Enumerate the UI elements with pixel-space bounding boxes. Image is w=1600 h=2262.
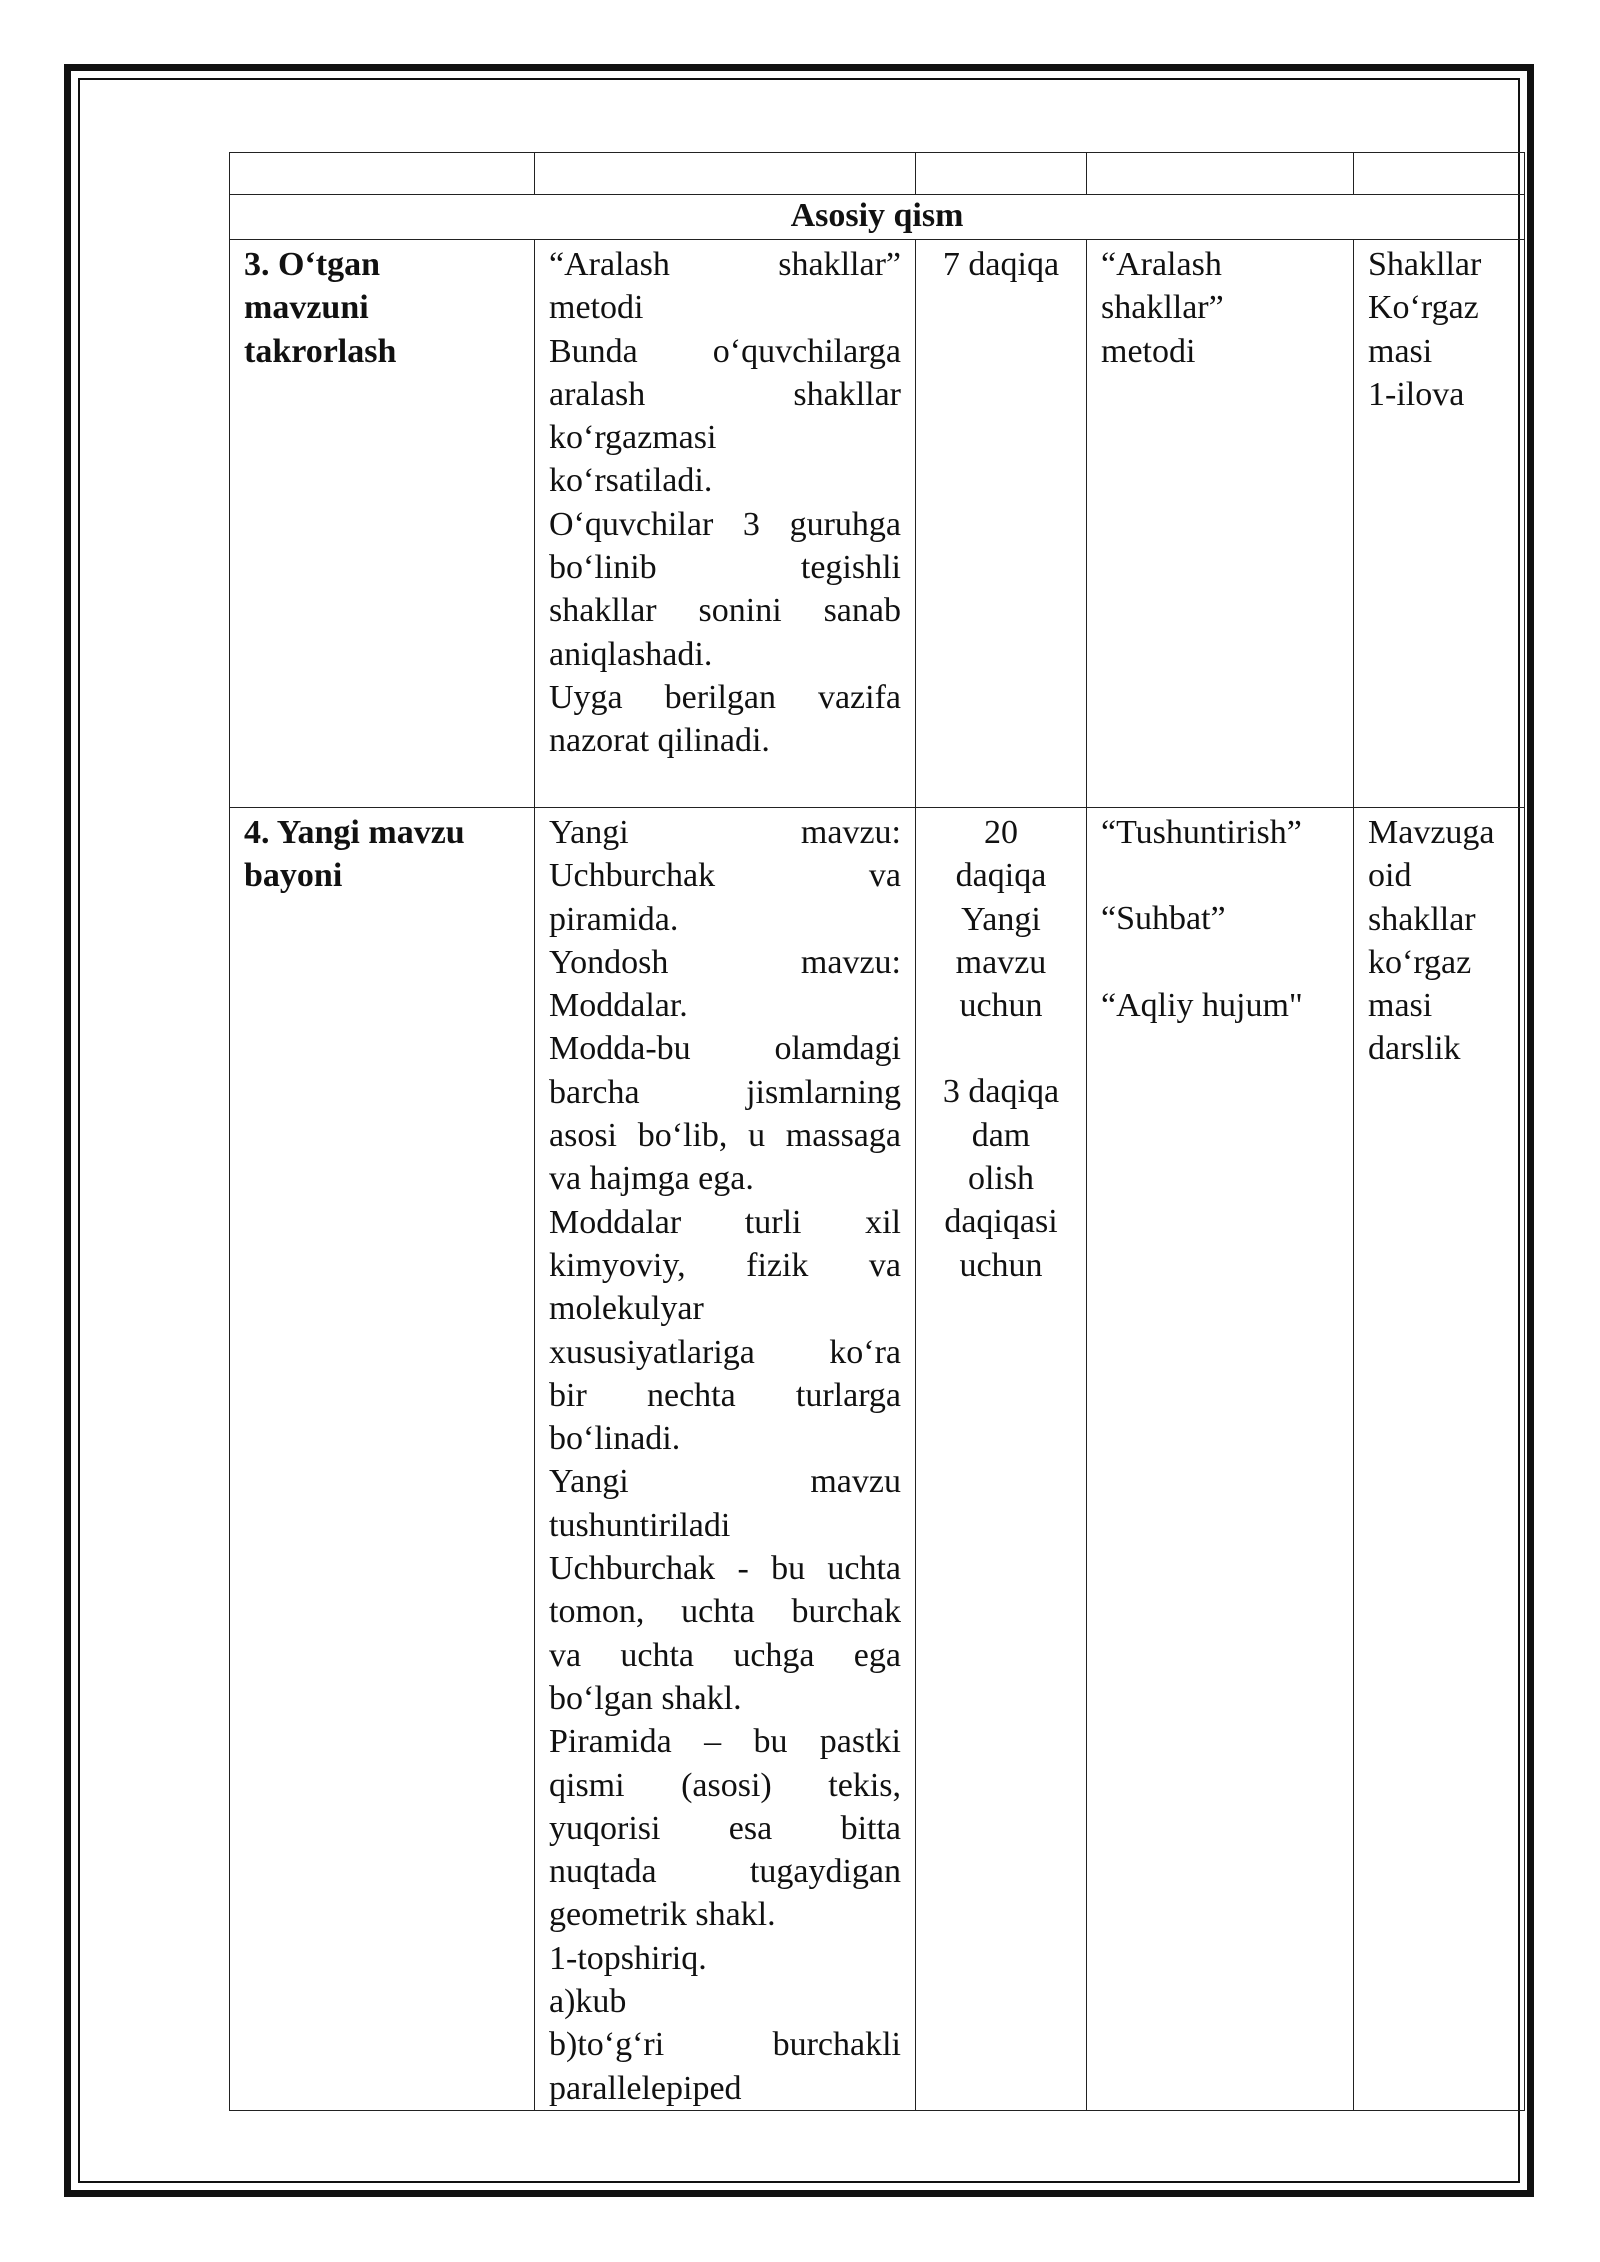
time-cell	[916, 240, 1087, 808]
text-line: Moddalar.	[549, 987, 688, 1025]
text-line: masi	[1368, 987, 1433, 1025]
text-line: Yondosh mavzu:	[549, 943, 901, 981]
text-line: shakllar”	[1101, 289, 1224, 327]
text-line: b)to‘g‘ri burchakli	[549, 2026, 901, 2064]
text-line: va hajmga ega.	[549, 1160, 754, 1198]
table-cell	[1354, 153, 1525, 195]
table-cell	[535, 153, 916, 195]
text-line: “Aralash shakllar”	[549, 246, 901, 283]
text-line: Uchburchak va	[549, 857, 901, 895]
stage-cell	[230, 240, 535, 808]
text-line: a)kub	[549, 1983, 627, 2021]
text-line: Uyga berilgan vazifa	[549, 678, 901, 716]
content-cell	[535, 808, 916, 2111]
resources-cell	[1354, 808, 1525, 2111]
table-cell	[916, 153, 1087, 195]
text-line: “Aqliy hujum"	[1101, 986, 1303, 1024]
text-line: bo‘linib tegishli	[549, 549, 901, 587]
text-line: piramida.	[549, 900, 679, 938]
text-line: Uchburchak - bu uchta	[549, 1550, 901, 1588]
text-line: shakllar sonini sanab	[549, 592, 901, 630]
text-line: aniqlashadi.	[549, 635, 713, 673]
table-row	[230, 808, 1525, 2111]
text-line: dam	[971, 1116, 1031, 1154]
text-line: bo‘lgan shakl.	[549, 1679, 742, 1717]
table-row	[230, 240, 1525, 808]
text-line: O‘quvchilar 3 guruhga	[549, 505, 901, 543]
text-line: xususiyatlariga ko‘ra	[549, 1333, 901, 1371]
text-line: Yangi	[961, 900, 1041, 938]
text-line: Piramida – bu pastki	[549, 1723, 901, 1761]
text-line: 3 daqiqa	[942, 1073, 1060, 1111]
text-line: shakllar	[1368, 900, 1476, 938]
content-cell	[535, 240, 916, 808]
text-line: asosi bo‘lib, u massaga	[549, 1117, 901, 1155]
text-line: takrorlash	[244, 332, 397, 370]
time-cell	[916, 808, 1087, 2111]
text-line: 1-topshiriq.	[549, 1939, 707, 1977]
text-line: Yangi mavzu	[549, 1463, 901, 1501]
text-line: “Aralash	[1101, 246, 1222, 283]
text-line: ko‘rgazmasi	[549, 419, 717, 457]
text-line: oid	[1368, 857, 1412, 895]
text-line: aralash shakllar	[549, 375, 901, 413]
text-line: 7 daqiqa	[942, 246, 1060, 283]
text-line: Mavzuga	[1368, 814, 1495, 851]
text-line: Yangi mavzu:	[549, 814, 901, 851]
section-header-row	[230, 195, 1525, 240]
resources-cell	[1354, 240, 1525, 808]
text-line: bir nechta turlarga	[549, 1376, 901, 1414]
text-line: Ko‘rgaz	[1368, 289, 1479, 327]
text-line: metodi	[1101, 332, 1196, 370]
text-line: daqiqasi	[944, 1203, 1058, 1241]
text-line: bayoni	[244, 857, 343, 895]
text-line: parallelepiped	[549, 2069, 742, 2107]
text-line: qismi (asosi) tekis,	[549, 1766, 901, 1804]
blank-line	[1101, 941, 1339, 984]
text-line: daqiqa	[955, 857, 1047, 895]
table-header-row-empty	[230, 153, 1525, 195]
text-line: darslik	[1368, 1030, 1461, 1068]
methods-cell	[1087, 240, 1354, 808]
text-line: bo‘linadi.	[549, 1420, 681, 1458]
text-line: 1-ilova	[1368, 375, 1465, 413]
text-line: olish	[967, 1160, 1035, 1198]
text-line: geometrik shakl.	[549, 1896, 776, 1934]
text-line: 20	[984, 814, 1018, 851]
stage-cell	[230, 808, 535, 2111]
text-line: nuqtada tugaydigan	[549, 1853, 901, 1891]
methods-cell	[1087, 808, 1354, 2111]
text-line: mavzu	[955, 943, 1047, 981]
text-line: molekulyar	[549, 1290, 704, 1328]
text-line: uchun	[959, 1246, 1043, 1284]
table-cell	[230, 153, 535, 195]
text-line: Bunda o‘quvchilarga	[549, 332, 901, 370]
blank-line	[930, 1027, 1072, 1070]
text-line: “Tushuntirish”	[1101, 814, 1302, 851]
blank-line	[1101, 854, 1339, 897]
text-line: masi	[1368, 332, 1433, 370]
section-title: Asosiy qism	[230, 195, 1525, 240]
text-line: kimyoviy, fizik va	[549, 1246, 901, 1284]
text-line: Modda-bu olamdagi	[549, 1030, 901, 1068]
text-line: “Suhbat”	[1101, 900, 1226, 938]
text-line: tomon, uchta burchak	[549, 1593, 901, 1631]
text-line: yuqorisi esa bitta	[549, 1809, 901, 1847]
text-line: barcha jismlarning	[549, 1073, 901, 1111]
text-line: Moddalar turli xil	[549, 1203, 901, 1241]
text-line: tushuntiriladi	[549, 1506, 731, 1544]
text-line: uchun	[959, 987, 1043, 1025]
table-cell	[1087, 153, 1354, 195]
lesson-plan-table	[229, 152, 1525, 2111]
text-line: va uchta uchga ega	[549, 1636, 901, 1674]
text-line: 3. O‘tgan	[244, 246, 380, 283]
text-line: Shakllar	[1368, 246, 1482, 283]
text-line: metodi	[549, 289, 644, 327]
text-line: ko‘rsatiladi.	[549, 462, 713, 500]
text-line: mavzuni	[244, 289, 369, 327]
text-line: nazorat qilinadi.	[549, 722, 770, 760]
text-line: ko‘rgaz	[1368, 943, 1472, 981]
text-line: 4. Yangi mavzu	[244, 814, 465, 851]
